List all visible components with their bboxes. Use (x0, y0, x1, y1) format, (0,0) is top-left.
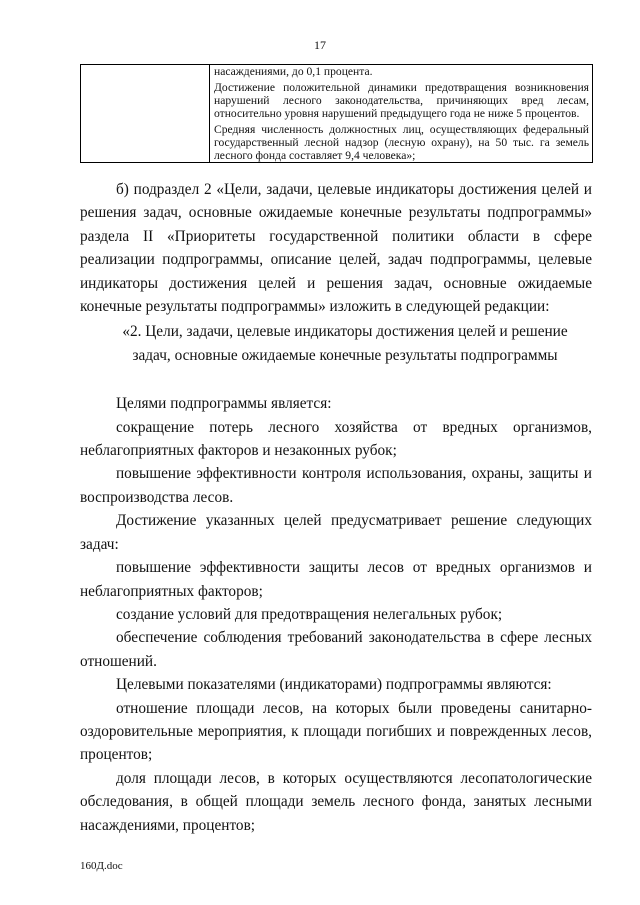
table-empty-cell (81, 65, 210, 163)
section-heading-line-2: задач, основные ожидаемые конечные результаты подпрограммы (132, 346, 558, 364)
body-paragraph: Достижение указанных целей предусматривает решение следующих задач: (80, 512, 592, 553)
document-body (80, 178, 592, 837)
table-cell-paragraph: насаждениями, до 0,1 процента. (214, 65, 373, 78)
table-text-cell (210, 65, 593, 163)
table-row (81, 65, 593, 163)
indicators-table (80, 64, 593, 163)
body-paragraph: доля площади лесов, в которых осуществляются лесопатологические обследования, в общей площади земель лесного фонда, занятых лесными насаждениями, процентов; (80, 769, 592, 834)
body-paragraph: повышение эффективности контроля использования, охраны, защиты и воспроизводства лесов. (80, 465, 592, 506)
body-paragraph: обеспечение соблюдения требований законодательства в сфере лесных отношений. (80, 629, 592, 670)
body-paragraph: отношение площади лесов, на которых были проведены санитарно-оздоровительные мероприятия, к площади погибших и поврежденных лесов, процентов; (80, 699, 592, 764)
intro-paragraph: б) подраздел 2 «Цели, задачи, целевые индикаторы достижения целей и решения задач, основные ожидаемые конечные результаты подпрограммы» раздела II «Приоритеты государственной политики области в сфере реализации подпрограммы, описание целей, задач подпрограммы, целевые индикаторы достижения целей и решения задач, основные ожидаемые конечные результаты подпрограммы» изложить в следующей редакции: (80, 181, 592, 316)
page-number: 17 (314, 38, 326, 52)
table-cell-paragraph: Средняя численность должностных лиц, осуществляющих федеральный государственный лесной надзор (лесную охрану), на 50 тыс. га земель лесного фонда составляет 9,4 человека»; (214, 123, 589, 162)
table-cell-paragraph: Достижение положительной динамики предотвращения возникновения нарушений лесного законодательства, причиняющих вред лесам, относительно уровня нарушений предыдущего года не ниже 5 процентов. (214, 81, 589, 120)
body-paragraph: Целями подпрограммы является: (116, 395, 332, 413)
body-paragraph: повышение эффективности защиты лесов от вредных организмов и неблагоприятных факторов; (80, 559, 592, 600)
section-heading (80, 320, 592, 367)
body-paragraph: сокращение потерь лесного хозяйства от вредных организмов, неблагоприятных факторов и незаконных рубок; (80, 418, 592, 460)
body-paragraph: создание условий для предотвращения нелегальных рубок; (116, 605, 503, 623)
body-paragraph: Целевыми показателями (индикаторами) подпрограммы являются: (116, 676, 552, 694)
footer-filename: 160Д.doc (80, 860, 123, 872)
section-heading-line-1: «2. Цели, задачи, целевые индикаторы достижения целей и решение (122, 323, 568, 341)
